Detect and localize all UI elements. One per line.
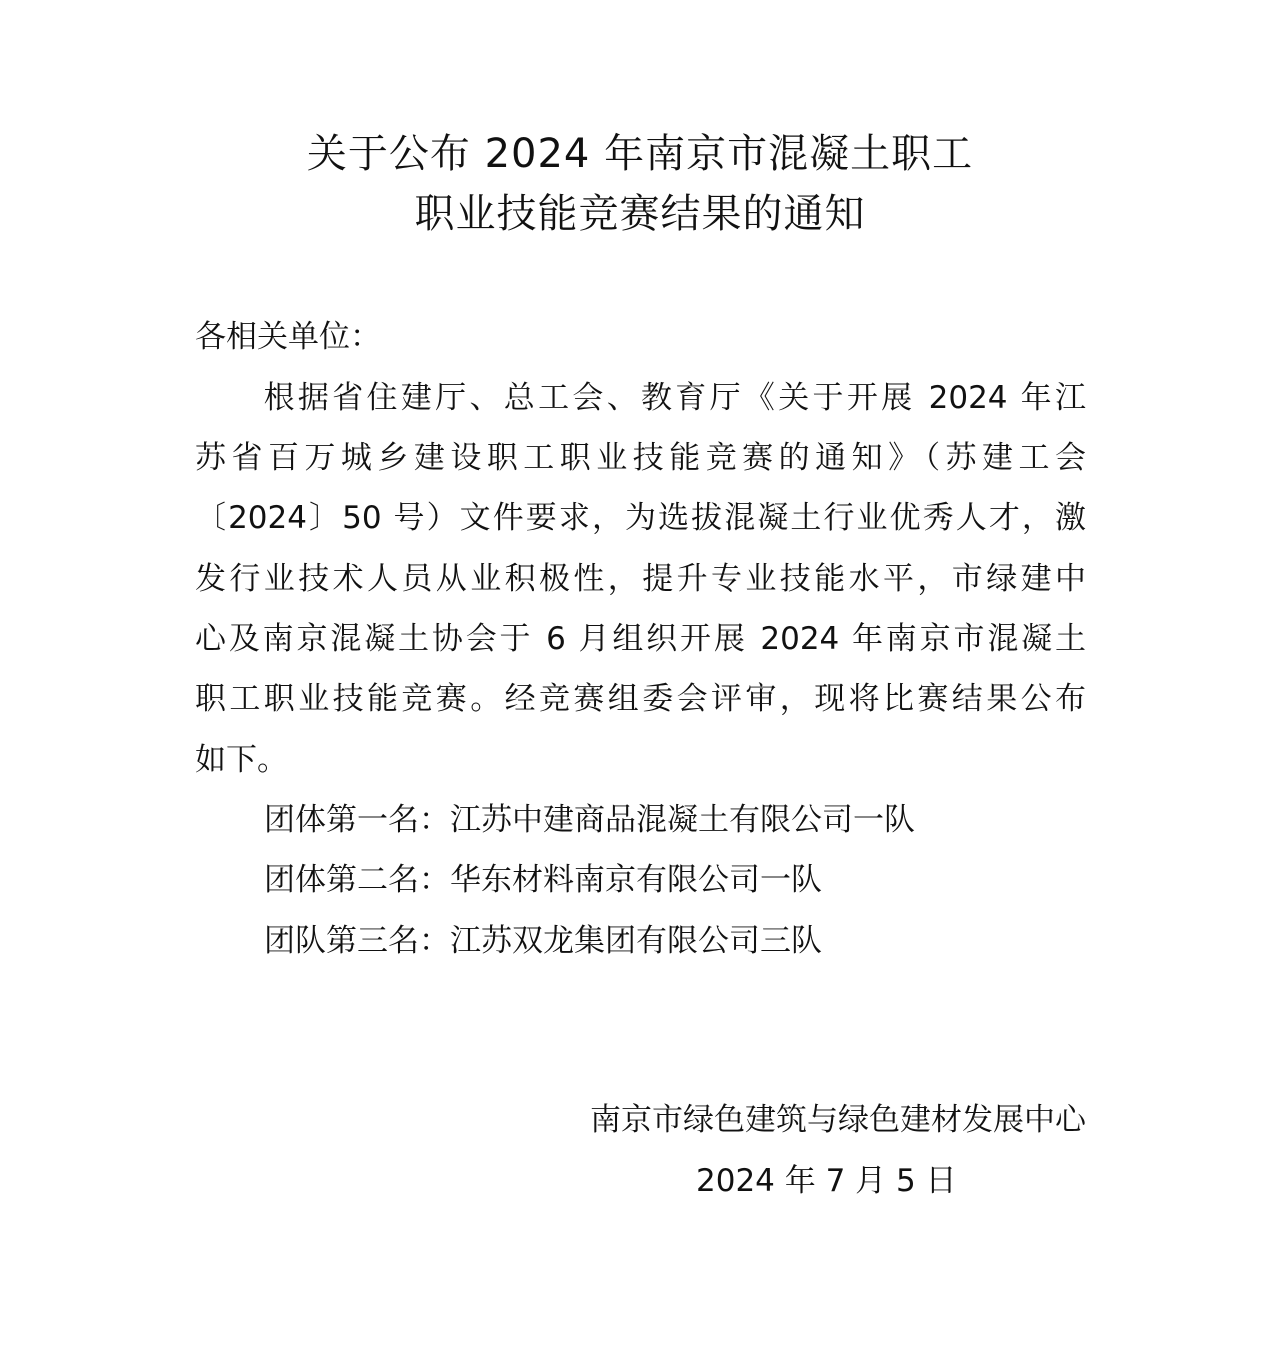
- body-line: 职工职业技能竞赛。经竞赛组委会评审，现将比赛结果公布: [195, 681, 1086, 717]
- signature-date: 2024 年 7 月 5 日: [696, 1163, 957, 1199]
- body-line: 根据省住建厅、总工会、教育厅《关于开展 2024 年江: [195, 380, 1086, 416]
- result-first-place: 团体第一名：江苏中建商品混凝土有限公司一队: [264, 802, 915, 838]
- document-title-line-1: 关于公布 2024 年南京市混凝土职工: [306, 131, 974, 177]
- body-line: 〔2024〕50 号）文件要求，为选拔混凝土行业优秀人才，激: [195, 500, 1086, 536]
- result-third-place: 团队第三名：江苏双龙集团有限公司三队: [264, 923, 822, 959]
- body-line: 发行业技术人员从业积极性，提升专业技能水平，市绿建中: [195, 561, 1086, 597]
- body-line: 如下。: [195, 742, 288, 778]
- body-line: 苏省百万城乡建设职工职业技能竞赛的通知》（苏建工会: [195, 440, 1086, 476]
- document-title-line-2: 职业技能竞赛结果的通知: [414, 191, 866, 237]
- signature-organization: 南京市绿色建筑与绿色建材发展中心: [590, 1102, 1086, 1138]
- salutation: 各相关单位：: [195, 319, 381, 355]
- result-second-place: 团体第二名：华东材料南京有限公司一队: [264, 862, 822, 898]
- body-line: 心及南京混凝土协会于 6 月组织开展 2024 年南京市混凝土: [195, 621, 1086, 657]
